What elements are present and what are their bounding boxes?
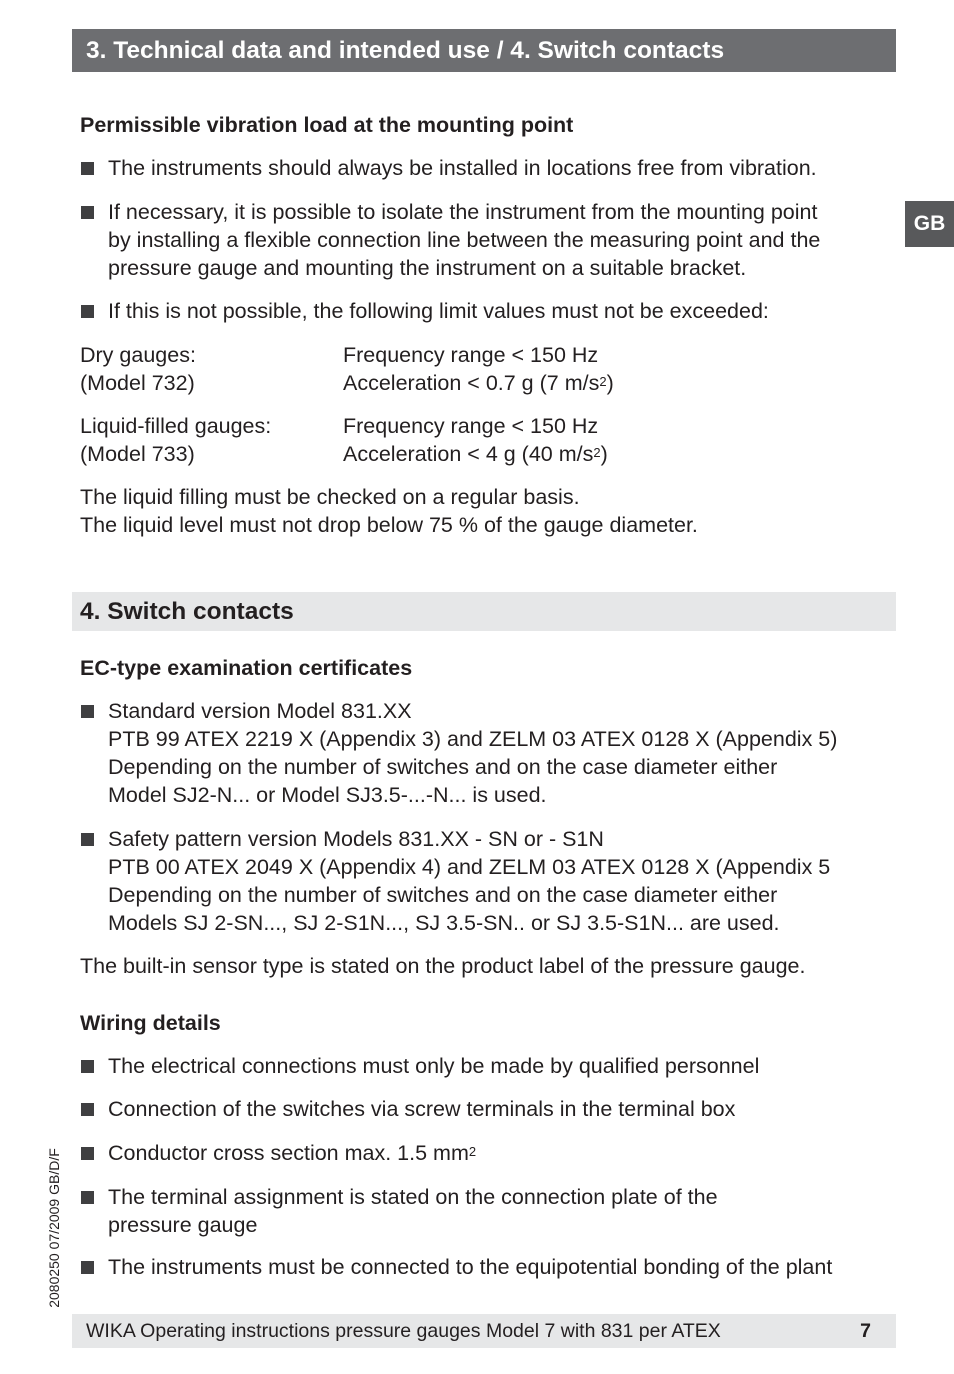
bullet-square-icon — [81, 206, 94, 219]
liquid-note: The liquid filling must be checked on a regular basis. — [80, 485, 580, 509]
page-number: 7 — [860, 1320, 871, 1342]
bullet-square-icon — [81, 1103, 94, 1116]
list-item: If necessary, it is possible to isolate the instrument from the mounting point by installing a flexible connection line between the measuring point and the pressure gauge and mounting the instrument on a suitable bracket. — [108, 200, 821, 280]
list-item: The terminal assignment is stated on the connection plate of the pressure gauge — [108, 1185, 718, 1237]
bullet-square-icon — [81, 1147, 94, 1160]
limit-model: (Model 733) — [80, 442, 195, 466]
limit-label: Dry gauges: — [80, 343, 196, 367]
list-item: If this is not possible, the following limit values must not be exceeded: — [108, 299, 769, 323]
list-item: The electrical connections must only be made by qualified personnel — [108, 1054, 760, 1078]
bullet-square-icon — [81, 833, 94, 846]
section-header: 3. Technical data and intended use / 4. Switch contacts — [72, 29, 896, 72]
list-item: Conductor cross section max. 1.5 $mm^2$ — [108, 1141, 477, 1165]
list-item: Standard version Model 831.XX PTB 99 ATEX 2219 X (Appendix 3) and ZELM 03 ATEX 0128 X (Appendix 5) Depending on the number of switches and on the case diameter either Model SJ2-N... or Model SJ3.5-...-N... is used. — [108, 699, 838, 807]
bullet-square-icon — [81, 1060, 94, 1073]
list-item: Safety pattern version Models 831.XX - SN or - S1N PTB 00 ATEX 2049 X (Appendix 4) and ZELM 03 ATEX 0128 X (Appendix 5 Depending on the number of switches and on the case diameter either Models SJ 2-SN..., SJ 2-S1N..., SJ 3.5-SN.. or SJ 3.5-S1N... are used. — [108, 827, 831, 935]
limit-acceleration: Acceleration < 0.7 g (7 $m/s^2$) — [343, 371, 614, 395]
wiring-heading: Wiring details — [80, 1011, 221, 1035]
limit-label: Liquid-filled gauges: — [80, 414, 272, 438]
bullet-square-icon — [81, 1191, 94, 1204]
limit-model: (Model 732) — [80, 371, 195, 395]
page-footer — [72, 1314, 896, 1348]
bullet-square-icon — [81, 162, 94, 175]
list-item: The instruments must be connected to the equipotential bonding of the plant — [108, 1255, 833, 1279]
liquid-note: The liquid level must not drop below 75 % of the gauge diameter. — [80, 513, 698, 537]
language-tab[interactable]: GB — [905, 201, 954, 247]
footer-text: WIKA Operating instructions pressure gauges Model 7 with 831 per ATEX — [86, 1320, 721, 1342]
vibration-heading: Permissible vibration load at the mounting point — [80, 113, 574, 137]
bullet-square-icon — [81, 305, 94, 318]
switch-contacts-header: 4. Switch contacts — [72, 592, 896, 631]
document-code: 2080250 07/2009 GB/D/F — [46, 1148, 62, 1308]
list-item: The instruments should always be installed in locations free from vibration. — [108, 156, 817, 180]
bullet-square-icon — [81, 705, 94, 718]
list-item: Connection of the switches via screw terminals in the terminal box — [108, 1097, 736, 1121]
cert-heading: EC-type examination certificates — [80, 656, 413, 680]
sensor-note: The built-in sensor type is stated on the product label of the pressure gauge. — [80, 954, 806, 978]
limit-acceleration: Acceleration < 4 g (40 $m/s^2$) — [343, 442, 608, 466]
limit-frequency: Frequency range < 150 Hz — [343, 343, 599, 367]
limit-frequency: Frequency range < 150 Hz — [343, 414, 599, 438]
bullet-square-icon — [81, 1261, 94, 1274]
